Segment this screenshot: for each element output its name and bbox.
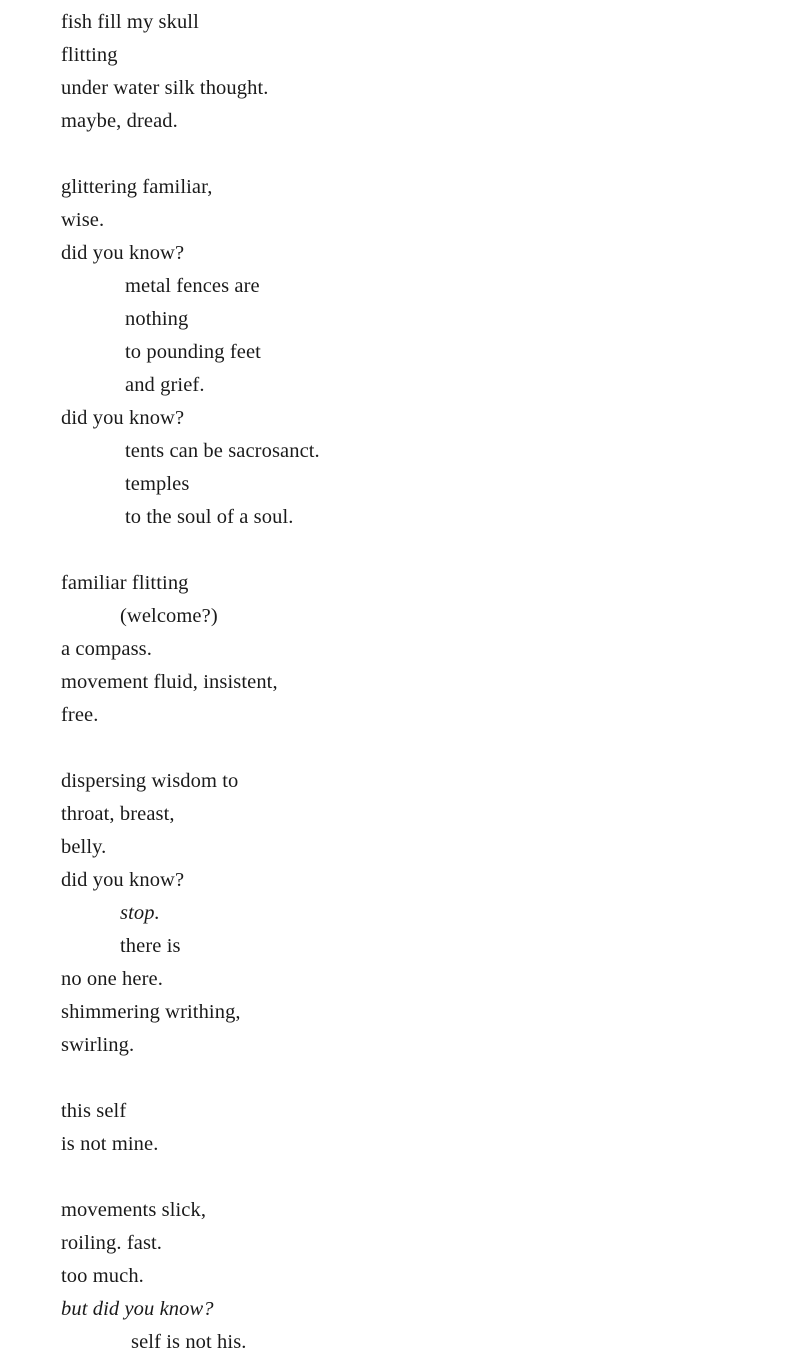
poem-line-indented: there is — [120, 935, 181, 957]
poem-line: free. — [61, 704, 99, 726]
poem-line: is not mine. — [61, 1133, 159, 1155]
poem-line-indented: self is not his. — [131, 1331, 247, 1353]
poem-line: shimmering writhing, — [61, 1001, 241, 1023]
poem-line: familiar flitting — [61, 572, 189, 594]
poem-line: did you know? — [61, 242, 185, 264]
poem-line: under water silk thought. — [61, 77, 269, 99]
poem-line: flitting — [61, 44, 118, 66]
poem-line: maybe, dread. — [61, 110, 178, 132]
poem-line: no one here. — [61, 968, 163, 990]
poem-line: fish fill my skull — [61, 11, 199, 33]
poem — [61, 6, 761, 1359]
poem-line-indented: to the soul of a soul. — [125, 506, 294, 528]
poem-line-italic: but did you know? — [61, 1298, 214, 1320]
poem-line: this self — [61, 1100, 127, 1122]
poem-line: dispersing wisdom to — [61, 770, 239, 792]
stanza-1 — [61, 6, 761, 138]
stanza-break — [61, 534, 761, 567]
poem-line-indented: temples — [125, 473, 190, 495]
poem-line-indented: and grief. — [125, 374, 205, 396]
stanza-2 — [61, 171, 761, 534]
stanza-6 — [61, 1194, 761, 1359]
poem-line-indented: nothing — [125, 308, 189, 330]
poem-line: swirling. — [61, 1034, 135, 1056]
poem-line: glittering familiar, — [61, 176, 213, 198]
poem-line-indented: (welcome?) — [120, 605, 218, 627]
poem-line-indented-italic: stop. — [120, 902, 160, 924]
poem-line: roiling. fast. — [61, 1232, 163, 1254]
stanza-5 — [61, 1095, 761, 1161]
poem-line-indented: to pounding feet — [125, 341, 261, 363]
poem-line: did you know? — [61, 869, 185, 891]
poem-line: a compass. — [61, 638, 152, 660]
stanza-3 — [61, 567, 761, 732]
poem-line: did you know? — [61, 407, 185, 429]
poem-line: movement fluid, insistent, — [61, 671, 278, 693]
poem-line: wise. — [61, 209, 105, 231]
poem-line: belly. — [61, 836, 107, 858]
stanza-break — [61, 138, 761, 171]
poem-line-indented: tents can be sacrosanct. — [125, 440, 320, 462]
stanza-break — [61, 1062, 761, 1095]
poem-line: too much. — [61, 1265, 144, 1287]
stanza-break — [61, 1161, 761, 1194]
poem-line-indented: metal fences are — [125, 275, 260, 297]
stanza-break — [61, 732, 761, 765]
stanza-4 — [61, 765, 761, 1062]
poem-line: throat, breast, — [61, 803, 175, 825]
poem-line: movements slick, — [61, 1199, 207, 1221]
